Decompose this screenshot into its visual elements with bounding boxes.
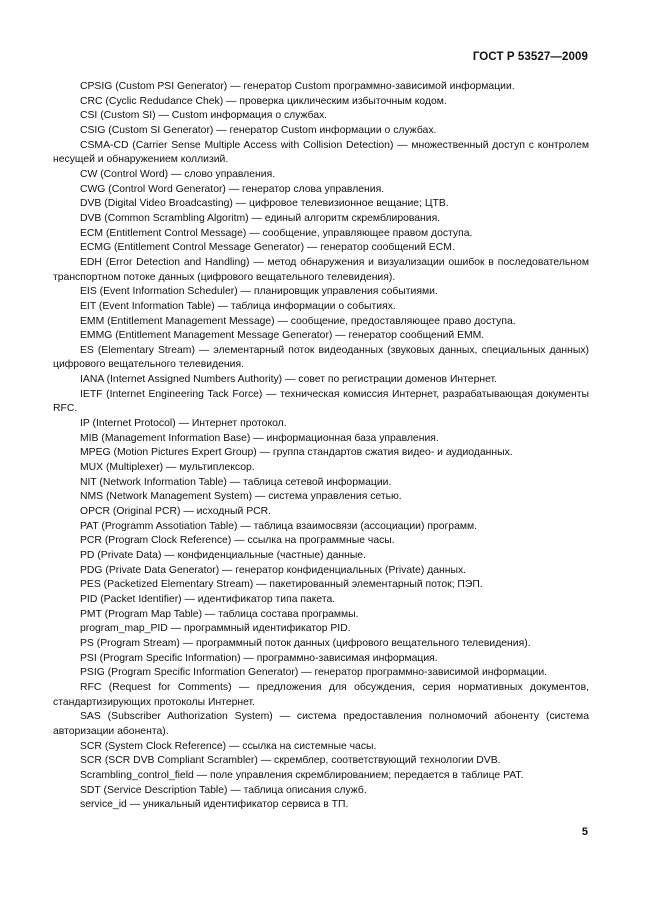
abbreviation-entry: PAT (Programm Assotiation Table) — таблица взаимосвязи (ассоциации) программ. xyxy=(80,520,478,532)
abbreviation-entry: NMS (Network Management System) — система управления сетью. xyxy=(80,491,402,503)
abbreviation-entry: MPEG (Motion Pictures Expert Group) — группа стандартов сжатия видео- и аудиоданных. xyxy=(80,447,513,459)
abbreviation-entry: ES (Elementary Stream) — элементарный поток видеоданных (звуковых данных, специальных данных) цифрового вещательного телевидения. xyxy=(53,344,589,371)
abbreviation-entry: DVB (Digital Video Broadcasting) — цифровое телевизионное вещание; ЦТВ. xyxy=(80,198,449,210)
abbreviation-entry: SDT (Service Description Table) — таблица описания служб. xyxy=(80,784,367,796)
abbreviation-list xyxy=(53,80,589,813)
abbreviation-entry: IANA (Internet Assigned Numbers Authority) — совет по регистрации доменов Интернет. xyxy=(80,374,498,386)
abbreviation-entry: IP (Internet Protocol) — Интернет протокол. xyxy=(80,418,287,430)
abbreviation-entry: ECM (Entitlement Control Message) — сообщение, управляющее правом доступа. xyxy=(80,227,473,239)
abbreviation-entry: CWG (Control Word Generator) — генератор слова управления. xyxy=(80,183,385,195)
abbreviation-entry: EMMG (Entitlement Management Message Generator) — генератор сообщений EMM. xyxy=(80,330,485,342)
abbreviation-entry: program_map_PID — программный идентификатор PID. xyxy=(80,623,351,635)
abbreviation-entry: Scrambling_control_field — поле управления скремблированием; передается в таблице PAT. xyxy=(80,769,524,781)
abbreviation-entry: PCR (Program Clock Reference) — ссылка на программные часы. xyxy=(80,535,395,547)
abbreviation-entry: MIB (Management Information Base) — информационная база управления. xyxy=(80,432,439,444)
abbreviation-entry: SCR (SCR DVB Compliant Scrambler) — скремблер, соответствующий технологии DVB. xyxy=(80,755,501,767)
abbreviation-entry: OPCR (Original PCR) — исходный PCR. xyxy=(80,506,272,518)
abbreviation-entry: PID (Packet Identifier) — идентификатор типа пакета. xyxy=(80,593,336,605)
abbreviation-entry: EDH (Error Detection and Handling) — метод обнаружения и визуализации ошибок в последовательном транспортном потоке данных (цифрового вещательного телевидения). xyxy=(53,256,589,283)
abbreviation-entry: ECMG (Entitlement Control Message Generator) — генератор сообщений ECM. xyxy=(80,242,455,254)
abbreviation-entry: IETF (Internet Engineering Tack Force) — техническая комиссия Интернет, разрабатывающая документы RFC. xyxy=(53,388,589,415)
abbreviation-entry: CPSIG (Custom PSI Generator) — генератор Custom программно-зависимой информации. xyxy=(80,81,515,92)
abbreviation-entry: PDG (Private Data Generator) — генератор конфиденциальных (Private) данных. xyxy=(80,564,467,576)
abbreviation-entry: PMT (Program Map Table) — таблица состава программы. xyxy=(80,608,359,620)
abbreviation-entry: CSMA-CD (Carrier Sense Multiple Access with Collision Detection) — множественный доступ с контролем несущей и обнаружением коллизий. xyxy=(53,139,589,166)
page-number: 5 xyxy=(581,826,588,838)
abbreviation-entry: SAS (Subscriber Authorization System) — система предоставления полномочий абоненту (система авторизации абонента). xyxy=(53,711,589,737)
abbreviation-entry: PD (Private Data) — конфиденциальные (частные) данные. xyxy=(80,550,366,561)
abbreviation-entry: MUX (Multiplexer) — мультиплексор. xyxy=(80,462,255,474)
abbreviation-entry: CRC (Cyclic Redudance Chek) — проверка циклическим избыточным кодом. xyxy=(80,95,447,107)
abbreviation-entry: CW (Control Word) — слово управления. xyxy=(80,168,276,180)
abbreviation-entry: PSIG (Program Specific Information Generator) — генератор программно-зависимой информации. xyxy=(80,667,548,679)
abbreviation-entry: PS (Program Stream) — программный поток данных (цифрового вещательного телевидения). xyxy=(80,637,531,649)
abbreviation-entry: RFC (Request for Comments) — предложения для обсуждения, серия нормативных документов, стандартизирующих протоколы Интернет. xyxy=(53,681,589,708)
standard-header: ГОСТ Р 53527—2009 xyxy=(472,51,588,63)
abbreviation-entry: CSI (Custom SI) — Custom информация о службах. xyxy=(80,110,328,122)
abbreviation-entry: EMM (Entitlement Management Message) — сообщение, предоставляющее право доступа. xyxy=(80,315,516,327)
abbreviation-entry: SCR (System Clock Reference) — ссылка на системные часы. xyxy=(80,740,377,752)
abbreviation-entry: CSIG (Custom SI Generator) — генератор Custom информации о службах. xyxy=(80,124,437,136)
abbreviation-entry: EIS (Event Information Scheduler) — планировщик управления событиями. xyxy=(80,286,438,298)
abbreviation-entry: DVB (Common Scrambling Algoritm) — единый алгоритм скремблирования. xyxy=(80,212,441,224)
abbreviation-entry: NIT (Network Information Table) — таблица сетевой информации. xyxy=(80,476,392,488)
abbreviation-entry: service_id — уникальный идентификатор сервиса в ТП. xyxy=(80,799,349,811)
abbreviation-entry: PSI (Program Specific Information) — программно-зависимая информация. xyxy=(80,652,438,664)
abbreviation-entry: PES (Packetized Elementary Stream) — пакетированный элементарный поток; ПЭП. xyxy=(80,579,483,591)
abbreviation-entry: EIT (Event Information Table) — таблица информации о событиях. xyxy=(80,300,396,312)
